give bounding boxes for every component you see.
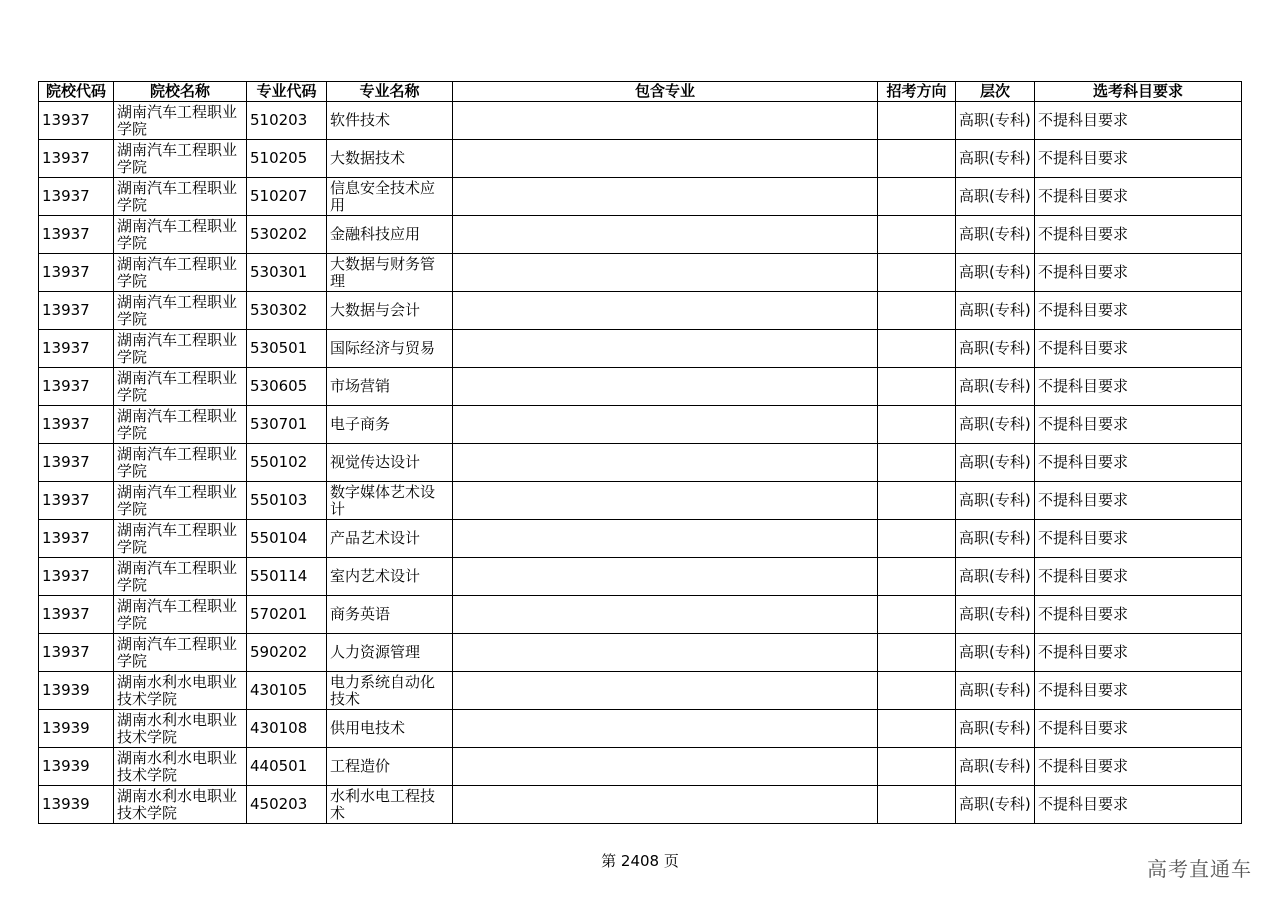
page-number: 第 2408 页 [601,852,679,870]
cell-major-code: 530202 [247,216,327,254]
cell-major-code: 450203 [247,786,327,824]
cell-major-name: 大数据技术 [327,140,453,178]
cell-major-name: 市场营销 [327,368,453,406]
cell-subject-requirements: 不提科目要求 [1035,368,1242,406]
cell-school-name: 湖南汽车工程职业学院 [114,216,247,254]
cell-major-code: 530701 [247,406,327,444]
cell-enrollment-direction [878,216,956,254]
cell-included-majors [453,710,878,748]
table-row [39,520,1242,558]
cell-subject-requirements: 不提科目要求 [1035,482,1242,520]
cell-included-majors [453,558,878,596]
table-row [39,672,1242,710]
cell-school-code: 13937 [39,292,114,330]
cell-included-majors [453,140,878,178]
cell-included-majors [453,520,878,558]
cell-major-code: 550114 [247,558,327,596]
table-row [39,216,1242,254]
header-school-code: 院校代码 [39,82,114,102]
cell-level: 高职(专科) [956,634,1035,672]
cell-subject-requirements: 不提科目要求 [1035,520,1242,558]
cell-subject-requirements: 不提科目要求 [1035,140,1242,178]
cell-level: 高职(专科) [956,330,1035,368]
table-row [39,368,1242,406]
cell-school-code: 13939 [39,710,114,748]
cell-major-code: 530501 [247,330,327,368]
cell-major-code: 570201 [247,596,327,634]
cell-included-majors [453,406,878,444]
table-row [39,558,1242,596]
header-level: 层次 [956,82,1035,102]
cell-enrollment-direction [878,406,956,444]
cell-level: 高职(专科) [956,292,1035,330]
cell-included-majors [453,178,878,216]
cell-enrollment-direction [878,748,956,786]
cell-major-name: 大数据与财务管理 [327,254,453,292]
cell-subject-requirements: 不提科目要求 [1035,634,1242,672]
cell-included-majors [453,482,878,520]
cell-major-name: 工程造价 [327,748,453,786]
cell-major-name: 室内艺术设计 [327,558,453,596]
cell-school-code: 13937 [39,102,114,140]
cell-level: 高职(专科) [956,406,1035,444]
cell-included-majors [453,444,878,482]
cell-subject-requirements: 不提科目要求 [1035,710,1242,748]
table-row [39,178,1242,216]
cell-major-code: 440501 [247,748,327,786]
cell-school-name: 湖南汽车工程职业学院 [114,558,247,596]
cell-school-name: 湖南水利水电职业技术学院 [114,786,247,824]
cell-level: 高职(专科) [956,444,1035,482]
cell-level: 高职(专科) [956,520,1035,558]
watermark-logo: 高考直通车 [1147,857,1252,881]
table-row [39,596,1242,634]
cell-school-name: 湖南汽车工程职业学院 [114,444,247,482]
cell-level: 高职(专科) [956,596,1035,634]
table-row [39,634,1242,672]
cell-enrollment-direction [878,254,956,292]
cell-major-code: 530301 [247,254,327,292]
cell-included-majors [453,596,878,634]
cell-school-name: 湖南水利水电职业技术学院 [114,748,247,786]
cell-included-majors [453,786,878,824]
cell-subject-requirements: 不提科目要求 [1035,330,1242,368]
cell-major-code: 510207 [247,178,327,216]
cell-school-code: 13937 [39,330,114,368]
cell-level: 高职(专科) [956,558,1035,596]
cell-included-majors [453,748,878,786]
cell-enrollment-direction [878,558,956,596]
table-row [39,254,1242,292]
cell-school-name: 湖南汽车工程职业学院 [114,520,247,558]
cell-school-name: 湖南汽车工程职业学院 [114,254,247,292]
cell-major-code: 550104 [247,520,327,558]
table-row [39,482,1242,520]
header-included-majors: 包含专业 [453,82,878,102]
cell-subject-requirements: 不提科目要求 [1035,596,1242,634]
header-subject-requirements: 选考科目要求 [1035,82,1242,102]
cell-enrollment-direction [878,292,956,330]
table-row [39,292,1242,330]
cell-major-name: 国际经济与贸易 [327,330,453,368]
cell-major-name: 数字媒体艺术设计 [327,482,453,520]
cell-major-code: 590202 [247,634,327,672]
cell-major-code: 510205 [247,140,327,178]
cell-school-name: 湖南汽车工程职业学院 [114,330,247,368]
cell-enrollment-direction [878,178,956,216]
table-header [39,82,1242,102]
cell-included-majors [453,368,878,406]
header-major-name: 专业名称 [327,82,453,102]
cell-enrollment-direction [878,444,956,482]
cell-subject-requirements: 不提科目要求 [1035,292,1242,330]
cell-subject-requirements: 不提科目要求 [1035,406,1242,444]
cell-subject-requirements: 不提科目要求 [1035,672,1242,710]
cell-included-majors [453,292,878,330]
cell-school-name: 湖南汽车工程职业学院 [114,102,247,140]
cell-major-name: 视觉传达设计 [327,444,453,482]
cell-school-name: 湖南水利水电职业技术学院 [114,710,247,748]
cell-school-name: 湖南水利水电职业技术学院 [114,672,247,710]
cell-major-name: 产品艺术设计 [327,520,453,558]
cell-subject-requirements: 不提科目要求 [1035,178,1242,216]
cell-major-name: 电子商务 [327,406,453,444]
cell-school-name: 湖南汽车工程职业学院 [114,634,247,672]
cell-major-name: 供用电技术 [327,710,453,748]
cell-enrollment-direction [878,520,956,558]
cell-school-code: 13937 [39,216,114,254]
header-row [39,82,1242,102]
enrollment-table [38,81,1242,824]
cell-school-name: 湖南汽车工程职业学院 [114,368,247,406]
cell-school-code: 13937 [39,406,114,444]
cell-enrollment-direction [878,634,956,672]
cell-major-code: 430108 [247,710,327,748]
cell-level: 高职(专科) [956,710,1035,748]
cell-included-majors [453,330,878,368]
cell-level: 高职(专科) [956,216,1035,254]
cell-school-code: 13939 [39,786,114,824]
table-row [39,786,1242,824]
table-row [39,406,1242,444]
cell-major-name: 金融科技应用 [327,216,453,254]
cell-subject-requirements: 不提科目要求 [1035,216,1242,254]
cell-subject-requirements: 不提科目要求 [1035,558,1242,596]
cell-major-name: 软件技术 [327,102,453,140]
cell-enrollment-direction [878,330,956,368]
cell-major-code: 430105 [247,672,327,710]
cell-school-name: 湖南汽车工程职业学院 [114,406,247,444]
cell-major-code: 550102 [247,444,327,482]
cell-included-majors [453,102,878,140]
cell-included-majors [453,672,878,710]
cell-subject-requirements: 不提科目要求 [1035,786,1242,824]
cell-included-majors [453,634,878,672]
table-row [39,710,1242,748]
cell-school-code: 13937 [39,368,114,406]
cell-subject-requirements: 不提科目要求 [1035,748,1242,786]
cell-major-name: 信息安全技术应用 [327,178,453,216]
table-row [39,140,1242,178]
cell-level: 高职(专科) [956,140,1035,178]
cell-level: 高职(专科) [956,368,1035,406]
cell-enrollment-direction [878,482,956,520]
cell-level: 高职(专科) [956,786,1035,824]
cell-school-code: 13939 [39,672,114,710]
cell-level: 高职(专科) [956,672,1035,710]
cell-major-name: 水利水电工程技术 [327,786,453,824]
cell-school-name: 湖南汽车工程职业学院 [114,596,247,634]
cell-subject-requirements: 不提科目要求 [1035,102,1242,140]
cell-included-majors [453,216,878,254]
cell-major-name: 商务英语 [327,596,453,634]
cell-enrollment-direction [878,102,956,140]
cell-school-name: 湖南汽车工程职业学院 [114,178,247,216]
cell-major-code: 530302 [247,292,327,330]
cell-school-name: 湖南汽车工程职业学院 [114,482,247,520]
cell-level: 高职(专科) [956,178,1035,216]
cell-enrollment-direction [878,710,956,748]
cell-school-code: 13939 [39,748,114,786]
cell-school-code: 13937 [39,444,114,482]
cell-major-name: 大数据与会计 [327,292,453,330]
cell-school-code: 13937 [39,482,114,520]
cell-included-majors [453,254,878,292]
cell-major-code: 510203 [247,102,327,140]
cell-school-code: 13937 [39,254,114,292]
cell-enrollment-direction [878,368,956,406]
cell-subject-requirements: 不提科目要求 [1035,444,1242,482]
cell-level: 高职(专科) [956,102,1035,140]
header-school-name: 院校名称 [114,82,247,102]
cell-major-code: 550103 [247,482,327,520]
cell-major-code: 530605 [247,368,327,406]
cell-enrollment-direction [878,596,956,634]
cell-school-code: 13937 [39,178,114,216]
header-major-code: 专业代码 [247,82,327,102]
table-row [39,444,1242,482]
header-enrollment-direction: 招考方向 [878,82,956,102]
table-row [39,330,1242,368]
cell-level: 高职(专科) [956,748,1035,786]
cell-level: 高职(专科) [956,482,1035,520]
cell-enrollment-direction [878,786,956,824]
cell-subject-requirements: 不提科目要求 [1035,254,1242,292]
cell-school-name: 湖南汽车工程职业学院 [114,140,247,178]
cell-enrollment-direction [878,672,956,710]
table-body [39,102,1242,824]
table-row [39,748,1242,786]
cell-school-code: 13937 [39,634,114,672]
cell-level: 高职(专科) [956,254,1035,292]
cell-major-name: 人力资源管理 [327,634,453,672]
cell-school-code: 13937 [39,520,114,558]
cell-enrollment-direction [878,140,956,178]
cell-school-code: 13937 [39,140,114,178]
cell-major-name: 电力系统自动化技术 [327,672,453,710]
cell-school-code: 13937 [39,558,114,596]
cell-school-code: 13937 [39,596,114,634]
table-row [39,102,1242,140]
cell-school-name: 湖南汽车工程职业学院 [114,292,247,330]
